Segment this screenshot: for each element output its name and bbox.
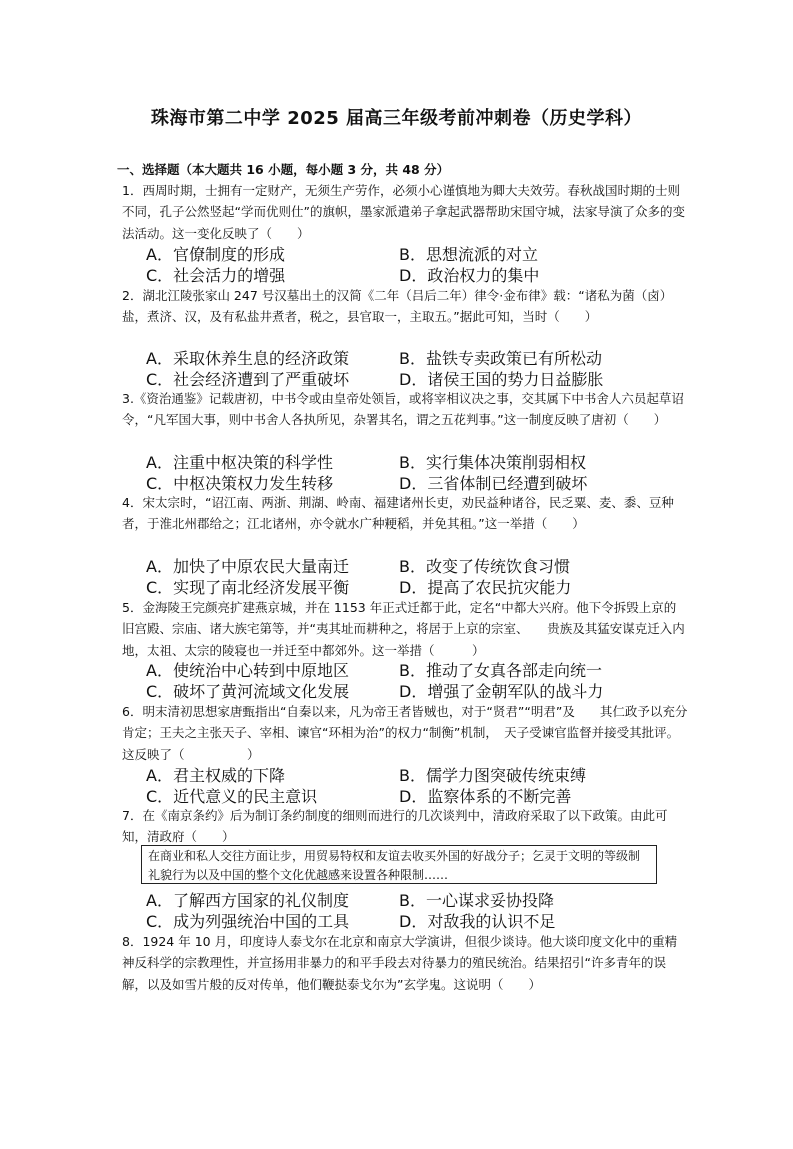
page-title: 珠海市第二中学 2025 届高三年级考前冲刺卷（历史学科）	[150, 108, 643, 129]
option-d[interactable]: D．对敌我的认识不足	[399, 912, 556, 931]
option-b[interactable]: B．实行集体决策削弱相权	[399, 453, 586, 472]
option-a[interactable]: A．加快了中原农民大量南迁	[146, 557, 349, 576]
option-c[interactable]: C．近代意义的民主意识	[146, 787, 318, 806]
option-d[interactable]: D．诸侯王国的势力日益膨胀	[399, 370, 604, 389]
option-c[interactable]: C．实现了南北经济发展平衡	[146, 578, 350, 597]
question-6-stem: 6．明末清初思想家唐甄指出“自秦以来，凡为帝王者皆贼也，对于“贤君”“明君”及 其仁政予以充分肯定；王夫之主张天子、宰相、谏官“环相为治”的权力“制衡”机制， 天子受谏官监督并接受其批评。这反映了（ ）	[122, 704, 688, 762]
option-d[interactable]: D．增强了金朝军队的战斗力	[399, 682, 604, 701]
option-d[interactable]: D．监察体系的不断完善	[399, 787, 572, 806]
quote-box: 在商业和私人交往方面让步，用贸易特权和友谊去收买外国的好战分子；乞灵于文明的等级制礼貌行为以及中国的整个文化优越感来设置各种限制……	[141, 845, 657, 884]
option-b[interactable]: B．推动了女真各部走向统一	[399, 661, 602, 680]
option-a[interactable]: A．注重中枢决策的科学性	[146, 453, 333, 472]
option-a[interactable]: A．采取休养生息的经济政策	[146, 349, 349, 368]
option-d[interactable]: D．三省体制已经遭到破坏	[399, 474, 588, 493]
question-3-stem: 3.《资治通鉴》记载唐初，中书令或由皇帝处领旨，或将宰相议决之事，交其属下中书舍人六员起草诏令，“凡军国大事，则中书舍人各执所见，杂署其名，谓之五花判事。”这一制度反映了唐初（ ）	[122, 391, 684, 428]
option-a[interactable]: A．了解西方国家的礼仪制度	[146, 891, 349, 910]
option-c[interactable]: C．中枢决策权力发生转移	[146, 474, 334, 493]
question-2-stem: 2．湖北江陵张家山 247 号汉墓出土的汉简《二年（吕后二年）律令·金布律》载：“诸私为菌（卤）盐，煮济、汉，及有私盐井煮者，税之，县官取一，主取五。”据此可知，当时（ ）	[122, 288, 673, 325]
question-1-stem: 1．西周时期，士拥有一定财产，无须生产劳作，必须小心谨慎地为卿大夫效劳。春秋战国时期的士则不同，孔子公然竖起“学而优则仕”的旗帜，墨家派遣弟子拿起武器帮助宋国守城，法家导演了众多的变法活动。这一变化反映了（ ）	[122, 183, 685, 241]
question-8-stem: 8．1924 年 10 月，印度诗人泰戈尔在北京和南京大学演讲，但很少谈诗。他大谈印度文化中的重精神反科学的宗教理性，并宣扬用非暴力的和平手段去对待暴力的殖民统治。结果招引“许多青年的误解，以及如雪片般的反对传单，他们鞭挞泰戈尔为”玄学鬼。这说明（ ）	[122, 934, 678, 992]
option-b[interactable]: B．盐铁专卖政策已有所松动	[399, 349, 602, 368]
option-a[interactable]: A．使统治中心转到中原地区	[146, 661, 349, 680]
option-d[interactable]: D．提高了农民抗灾能力	[399, 578, 572, 597]
option-c[interactable]: C．破坏了黄河流域文化发展	[146, 682, 350, 701]
option-a[interactable]: A．君主权威的下降	[146, 766, 285, 785]
option-c[interactable]: C．成为列强统治中国的工具	[146, 912, 350, 931]
section-heading: 一、选择题（本大题共 16 小题，每小题 3 分，共 48 分）	[117, 162, 450, 177]
option-d[interactable]: D．政治权力的集中	[399, 266, 540, 285]
option-a[interactable]: A．官僚制度的形成	[146, 245, 285, 264]
option-b[interactable]: B．改变了传统饮食习惯	[399, 557, 570, 576]
option-b[interactable]: B．思想流派的对立	[399, 245, 538, 264]
question-7-stem: 7．在《南京条约》后为制订条约制度的细则而进行的几次谈判中，清政府采取了以下政策。由此可知，清政府（ ）	[122, 808, 668, 845]
question-4-stem: 4．宋太宗时，“诏江南、两浙、荆湖、岭南、福建诸州长吏，劝民益种诸谷，民乏粟、麦、黍、豆种者，于淮北州郡给之；江北诸州，亦令就水广种粳稻，并免其租。”这一举措（ ）	[122, 495, 674, 532]
option-b[interactable]: B．儒学力图突破传统束缚	[399, 766, 586, 785]
option-c[interactable]: C．社会活力的增强	[146, 266, 286, 285]
question-5-stem: 5．金海陵王完颜亮扩建燕京城，并在 1153 年正式迁都于此，定名“中都大兴府。他下令拆毁上京的旧宫殿、宗庙、诸大族宅第等，并“夷其址而耕种之，将居于上京的宗室、 贵族及其猛安谋克迁入内地，太祖、太宗的陵寝也一并迁至中都郊外。这一举措（ ）	[122, 600, 685, 658]
option-c[interactable]: C．社会经济遭到了严重破坏	[146, 370, 350, 389]
option-b[interactable]: B．一心谋求妥协投降	[399, 891, 554, 910]
